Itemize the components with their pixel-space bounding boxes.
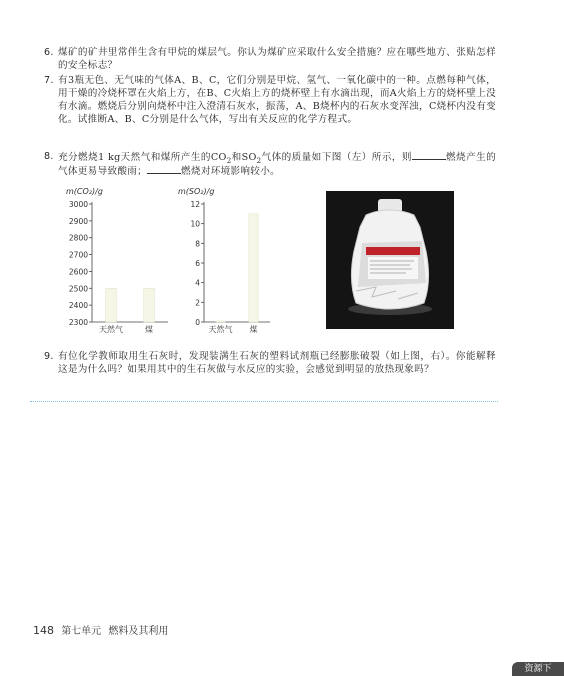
y-tick-label: 0 xyxy=(195,318,200,327)
y-axis-label: m(CO₂)/g xyxy=(66,187,103,196)
so2-chart-svg xyxy=(176,186,276,338)
question-number: 7. xyxy=(44,75,54,86)
x-tick-label: 天然气 xyxy=(99,325,123,334)
reagent-bottle-icon xyxy=(326,191,454,329)
y-tick-label: 2300 xyxy=(68,318,88,327)
y-tick-label: 2700 xyxy=(68,250,88,260)
question-8 xyxy=(44,150,496,178)
question-text: 有位化学教师取用生石灰时，发现装满生石灰的塑料试剂瓶已经膨胀破裂（如上图，右）。你能解释这是为什么吗？如果用其中的生石灰做与水反应的实验，会感觉到明显的放热现象吗？ xyxy=(58,351,496,375)
y-tick-label: 2900 xyxy=(68,216,88,226)
answer-blank xyxy=(412,150,446,160)
bar xyxy=(216,321,225,322)
co2-chart-svg xyxy=(64,186,174,338)
y-tick-label: 10 xyxy=(190,219,200,229)
unit-title: 燃料及其利用 xyxy=(108,626,169,637)
y-tick-label: 2800 xyxy=(68,233,88,243)
y-tick-label: 2500 xyxy=(68,284,88,294)
y-tick-label: 3000 xyxy=(68,200,88,209)
x-tick-label: 煤 xyxy=(145,325,153,334)
question-7 xyxy=(44,74,496,126)
section-divider xyxy=(30,401,498,402)
bar xyxy=(249,214,258,322)
so2-chart xyxy=(176,186,276,342)
question-number: 9. xyxy=(44,351,54,362)
question-text: 煤矿的矿井里常伴生含有甲烷的煤层气。你认为煤矿应采取什么安全措施？应在哪些地方、张贴怎样的安全标志？ xyxy=(58,47,496,71)
question-text: 充分燃烧1 kg天然气和煤所产生的$CO_2$和$SO_2$气体的质量如下图（左）所示，则 燃烧产生的气体更易导致酸雨； 燃烧对环境影响较小。 xyxy=(58,152,497,177)
y-tick-label: 2600 xyxy=(68,267,88,277)
page-number: 148 xyxy=(33,624,54,637)
question-number: 8. xyxy=(44,151,54,162)
page-footer xyxy=(33,622,168,637)
y-tick-label: 6 xyxy=(195,259,200,268)
bar xyxy=(144,288,155,322)
y-tick-label: 2400 xyxy=(68,301,88,311)
question-6 xyxy=(44,46,496,72)
co2-chart xyxy=(64,186,174,342)
y-tick-label: 4 xyxy=(195,278,200,288)
answer-blank xyxy=(147,164,181,174)
bar xyxy=(106,288,117,322)
y-tick-label: 8 xyxy=(195,239,200,249)
y-tick-label: 2 xyxy=(195,298,200,308)
corner-tab: 资源下 xyxy=(512,662,564,676)
x-tick-label: 煤 xyxy=(249,325,258,334)
broken-reagent-bottle-photo xyxy=(326,191,454,329)
question-text: 有3瓶无色、无气味的气体A、B、C，它们分别是甲烷、氢气、一氧化碳中的一种。点燃每种气体，用干燥的冷烧杯罩在火焰上方，在B、C火焰上方的烧杯壁上有水滴出现，而A火焰上方的烧杯壁上没有水滴。燃烧后分别向烧杯中注入澄清石灰水，振荡，A、B烧杯内的石灰水变浑浊，C烧杯内没有变化。试推断A、B、C分别是什么气体，写出有关反应的化学方程式。 xyxy=(58,75,496,125)
x-tick-label: 天然气 xyxy=(208,325,233,334)
y-tick-label: 12 xyxy=(190,200,200,209)
question-number: 6. xyxy=(44,47,54,58)
unit-label: 第七单元 xyxy=(61,626,102,637)
question-9 xyxy=(44,350,496,376)
y-axis-label: m(SO₂)/g xyxy=(178,187,215,196)
